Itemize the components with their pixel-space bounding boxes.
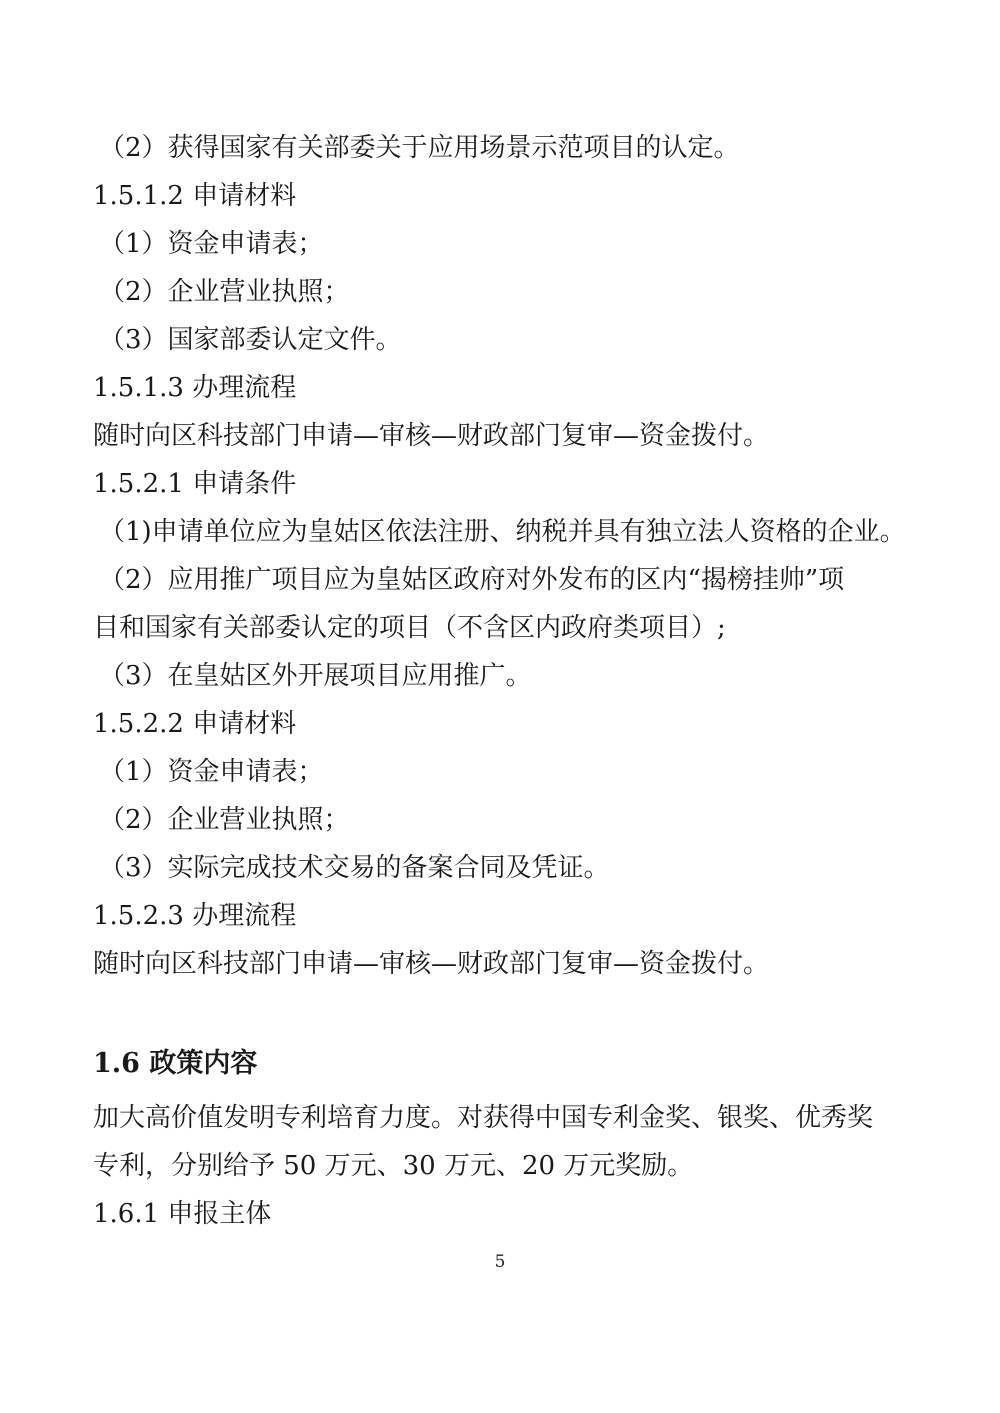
paragraph-line: 目和国家有关部委认定的项目（不含区内政府类项目）;	[93, 613, 726, 643]
section-heading: 1.6 政策内容	[93, 1048, 258, 1079]
paragraph-line: 加大高价值发明专利培育力度。对获得中国专利金奖、银奖、优秀奖	[93, 1103, 874, 1133]
section-number-line: 1.5.1.3 办理流程	[93, 373, 297, 403]
list-item-line: （3）在皇姑区外开展项目应用推广。	[99, 661, 532, 691]
list-item-line: （2）应用推广项目应为皇姑区政府对外发布的区内“揭榜挂帅”项	[99, 565, 845, 595]
list-item-line: （3）国家部委认定文件。	[99, 325, 402, 355]
section-number-line: 1.5.2.1 申请条件	[93, 469, 297, 499]
list-item-line: （2）获得国家有关部委关于应用场景示范项目的认定。	[99, 133, 740, 163]
list-item-line: （1）资金申请表；	[99, 757, 324, 787]
section-number-line: 1.6.1 申报主体	[93, 1199, 272, 1229]
list-item-line: （3）实际完成技术交易的备案合同及凭证。	[99, 853, 610, 883]
list-item-line: （2）企业营业执照；	[99, 805, 350, 835]
list-item-line: （2）企业营业执照；	[99, 277, 350, 307]
paragraph-line: 专利，分别给予 50 万元、30 万元、20 万元奖励。	[93, 1151, 694, 1181]
section-number-line: 1.5.1.2 申请材料	[93, 181, 297, 211]
page-number: 5	[494, 1252, 506, 1272]
list-item-line: （1)申请单位应为皇姑区依法注册、纳税并具有独立法人资格的企业。	[99, 517, 906, 547]
document-body	[93, 124, 908, 1238]
section-number-line: 1.5.2.3 办理流程	[93, 901, 297, 931]
paragraph-line: 随时向区科技部门申请—审核—财政部门复审—资金拨付。	[93, 949, 770, 979]
list-item-line: （1）资金申请表；	[99, 229, 324, 259]
paragraph-line: 随时向区科技部门申请—审核—财政部门复审—资金拨付。	[93, 421, 770, 451]
section-number-line: 1.5.2.2 申请材料	[93, 709, 297, 739]
